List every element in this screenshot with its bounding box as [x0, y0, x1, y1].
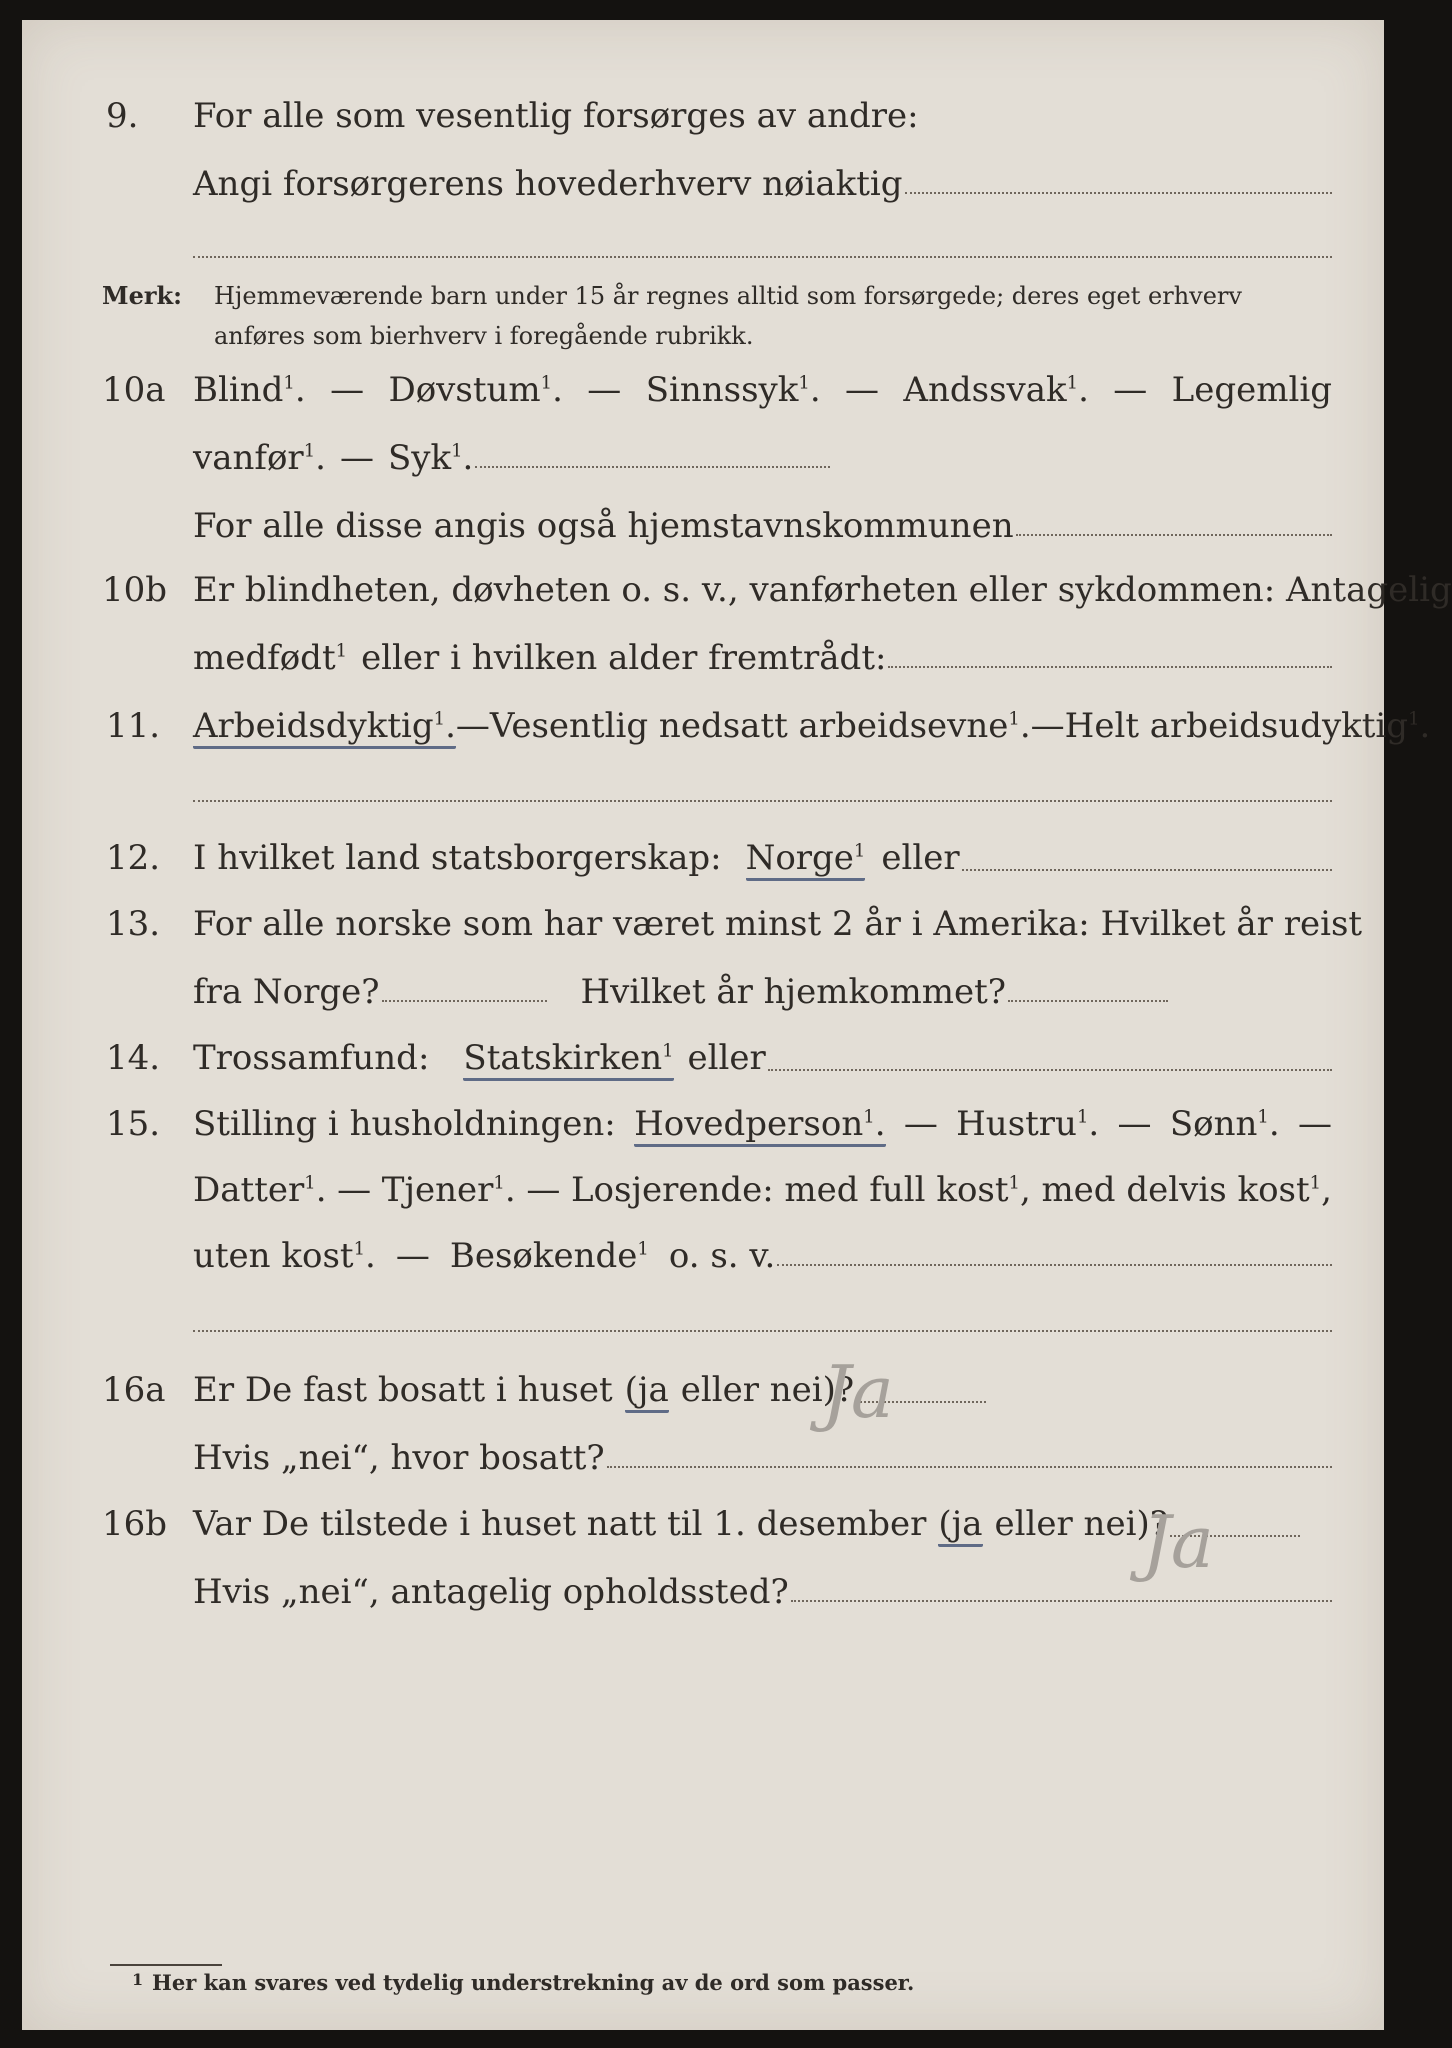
option-ja[interactable]: (ja — [938, 1504, 982, 1547]
separator: — — [903, 1104, 938, 1144]
question-number: 15. — [106, 1104, 161, 1144]
question-13-line-2 — [22, 972, 1384, 1032]
option-legemlig[interactable]: Legemlig — [1171, 370, 1332, 410]
question-text: For alle som vesentlig forsørges av andre: — [193, 96, 919, 136]
question-text: eller — [687, 1038, 766, 1078]
note-line: Hjemmeværende barn under 15 år regnes alltid som forsørgede; deres eget erhverv — [214, 282, 1242, 310]
option-syk[interactable]: Syk$^1$. — [387, 438, 474, 478]
separator: — — [395, 1236, 430, 1276]
option-sinnssyk[interactable]: Sinnssyk$^1$. — [645, 370, 821, 410]
option-ja[interactable]: (ja — [625, 1370, 669, 1413]
question-10b-line-1 — [22, 570, 1452, 630]
question-number: 11. — [106, 706, 161, 746]
footnote — [132, 1970, 915, 1995]
question-15-line-2 — [22, 1170, 1384, 1230]
question-text: Hvis „nei“, hvor bosatt? — [193, 1438, 605, 1478]
answer-field[interactable] — [962, 868, 1332, 871]
option-uten-kost[interactable]: uten kost$^1$. — [193, 1236, 376, 1276]
question-16a-line-1 — [22, 1370, 1384, 1430]
footnote-rule — [110, 1964, 222, 1966]
question-text: fra Norge? — [193, 972, 380, 1012]
question-text: eller nei)? — [680, 1370, 855, 1410]
separator: — — [845, 370, 880, 410]
option-full-kost[interactable]: med full kost$^1$, — [784, 1170, 1031, 1210]
question-16b-line-2 — [22, 1572, 1384, 1632]
question-9-line-1 — [22, 96, 1384, 156]
option-vanfor[interactable]: vanfør$^1$. — [193, 438, 326, 478]
question-number: 10b — [102, 570, 168, 610]
answer-field[interactable] — [768, 1068, 1332, 1071]
answer-field[interactable] — [475, 465, 830, 468]
answer-field[interactable] — [777, 1263, 1332, 1266]
separator: — — [526, 1170, 561, 1210]
footnote-mark: 1 — [132, 1970, 144, 1989]
question-number: 16a — [102, 1370, 166, 1410]
option-delvis-kost[interactable]: med delvis kost$^1$, — [1041, 1170, 1332, 1210]
answer-field-blank-row[interactable] — [193, 1330, 1332, 1332]
question-10a-line-2 — [22, 438, 1384, 498]
note-label: Merk: — [102, 281, 182, 310]
separator: — — [1117, 1104, 1152, 1144]
option-hustru[interactable]: Hustru$^1$. — [956, 1104, 1100, 1144]
question-text: Var De tilstede i huset natt til 1. desember — [193, 1504, 927, 1544]
option-arbeidsdyktig[interactable]: Arbeidsdyktig$^1$. — [193, 706, 456, 749]
option-medfodt[interactable]: medfødt$^1$ — [193, 638, 348, 678]
question-text: I hvilket land statsborgerskap: — [193, 838, 722, 878]
question-text: Hvis „nei“, antagelig opholdssted? — [193, 1572, 789, 1612]
question-9-line-2 — [22, 164, 1384, 224]
answer-field[interactable] — [607, 1465, 1332, 1468]
answer-field-blank-row[interactable] — [193, 800, 1332, 802]
option-blind[interactable]: Blind$^1$. — [193, 370, 306, 410]
answer-field-reist[interactable] — [382, 999, 547, 1002]
handwritten-answer-16a: Ja — [822, 1350, 894, 1434]
note-line: anføres som bierhverv i foregående rubrikk. — [214, 322, 754, 350]
question-text: o. s. v. — [668, 1236, 776, 1276]
question-number: 14. — [106, 1038, 161, 1078]
answer-field[interactable] — [905, 191, 1332, 194]
option-datter[interactable]: Datter$^1$. — [193, 1170, 327, 1210]
answer-field-blank-row[interactable] — [193, 256, 1332, 258]
question-text: Angi forsørgerens hovederhverv nøiaktig — [193, 164, 903, 204]
answer-field[interactable] — [791, 1599, 1332, 1602]
question-number: 10a — [102, 370, 166, 410]
option-hovedperson[interactable]: Hovedperson$^1$. — [634, 1104, 885, 1147]
question-number: 9. — [106, 96, 139, 136]
option-arbeidsudyktig[interactable]: Helt arbeidsudyktig$^1$. — [1064, 706, 1431, 746]
separator: — — [1030, 706, 1065, 746]
option-dovstum[interactable]: Døvstum$^1$. — [388, 370, 563, 410]
separator: — — [339, 438, 374, 478]
option-norge[interactable]: Norge$^1$ — [746, 838, 866, 881]
option-andssvak[interactable]: Andssvak$^1$. — [903, 370, 1089, 410]
question-13-line-1 — [22, 904, 1384, 964]
question-10b-line-2 — [22, 638, 1384, 698]
answer-field-hjemkommet[interactable] — [1008, 999, 1168, 1002]
question-number: 16b — [102, 1504, 168, 1544]
question-15-line-1 — [22, 1104, 1384, 1164]
question-12-line — [22, 838, 1384, 898]
separator: — — [1113, 370, 1148, 410]
separator: — — [337, 1170, 372, 1210]
option-besokende[interactable]: Besøkende$^1$ — [449, 1236, 649, 1276]
option-tjener[interactable]: Tjener$^1$. — [381, 1170, 516, 1210]
separator: — — [1297, 1104, 1332, 1144]
question-text: Er blindheten, døvheten o. s. v., vanførheten eller sykdommen: Antagelig — [193, 570, 1452, 610]
question-14-line — [22, 1038, 1384, 1098]
separator: — — [455, 706, 490, 746]
question-16a-line-2 — [22, 1438, 1384, 1498]
question-text: For alle norske som har været minst 2 år i Amerika: Hvilket år reist — [193, 904, 1363, 944]
footnote-text: Her kan svares ved tydelig understrekning av de ord som passer. — [152, 1970, 915, 1995]
question-text: Er De fast bosatt i huset — [193, 1370, 613, 1410]
option-nedsatt-arbeidsevne[interactable]: Vesentlig nedsatt arbeidsevne$^1$. — [489, 706, 1031, 746]
question-text: For alle disse angis også hjemstavnskommunen — [193, 506, 1014, 546]
question-number: 12. — [106, 838, 161, 878]
question-text: eller — [881, 838, 960, 878]
option-sonn[interactable]: Sønn$^1$. — [1169, 1104, 1280, 1144]
question-15-line-3 — [22, 1236, 1384, 1296]
question-text: eller nei)? — [994, 1504, 1168, 1544]
question-text: Hvilket år hjemkommet? — [580, 972, 1007, 1012]
answer-field[interactable] — [1016, 533, 1332, 536]
question-text: Trossamfund: — [193, 1038, 430, 1078]
census-form-page — [22, 20, 1452, 2030]
question-text: eller i hvilken alder fremtrådt: — [361, 638, 887, 678]
option-statskirken[interactable]: Statskirken$^1$ — [463, 1038, 673, 1081]
separator: — — [330, 370, 365, 410]
separator: — — [587, 370, 622, 410]
question-10a-line-1 — [22, 370, 1384, 430]
handwritten-answer-16b: Ja — [1142, 1500, 1214, 1584]
answer-field[interactable] — [888, 665, 1332, 668]
question-text: Stilling i husholdningen: — [193, 1104, 616, 1144]
question-number: 13. — [106, 904, 161, 944]
question-11-line — [22, 706, 1431, 766]
question-text: Losjerende: — [570, 1170, 774, 1210]
question-10a-line-3 — [22, 506, 1384, 566]
